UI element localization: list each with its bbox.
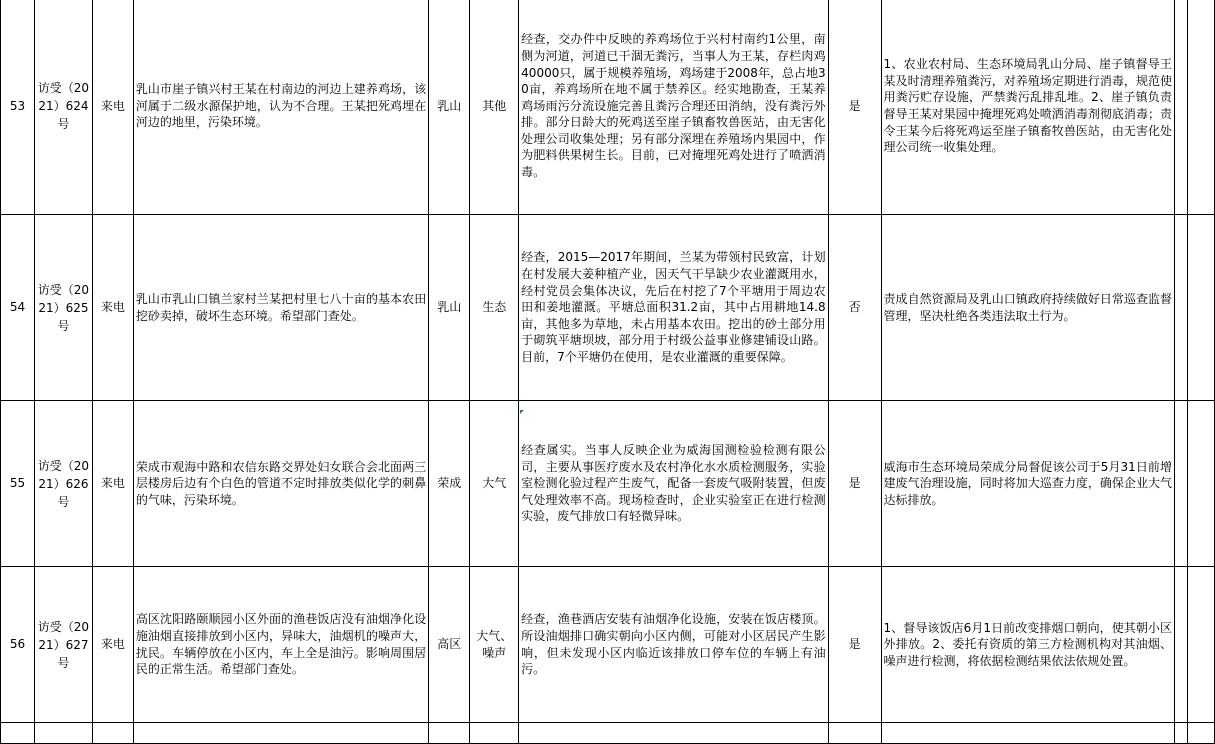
empty-cell [1187,567,1214,723]
empty-cell [519,723,828,744]
complaint-cell: 乳山市崖子镇兴村王某在村南边的河边上建养鸡场，该河属于二级水源保护地，认为不合理。王某把死鸡埋在河边的地里，污染环境。 [133,0,428,215]
empty-cell [881,723,1174,744]
verified-cell: 否 [828,215,881,401]
handling-cell: 责成自然资源局及乳山口镇政府持续做好日常巡查监督管理，坚决杜绝各类违法取土行为。 [881,215,1174,401]
empty-cell [34,723,92,744]
table-row [1,567,1215,723]
handling-cell: 1、农业农村局、生态环境局乳山分局、崖子镇督导王某及时清理养殖粪污，对养殖场定期进行消毒，规范使用粪污贮存设施，严禁粪污乱排乱堆。2、崖子镇负责督导王某对果园中掩埋死鸡处喷洒消毒剂彻底消毒；责令王某今后将死鸡运至崖子镇畜牧兽医站，由无害化处理公司统一收集处理。 [881,0,1174,215]
findings-cell: 经查属实。当事人反映企业为威海国测检验检测有限公司，主要从事医疗废水及农村净化水水质检测服务，实验室检测化验过程产生废气，配备一套废气吸附装置，但废气处理效率不高。现场检查时，企业实验室正在进行检测实验，废气排放口有轻微异味。 [519,401,828,567]
table-row [1,0,1215,215]
findings-cell: 经查，渔巷酒店安装有油烟净化设施，安装在饭店楼顶。所设油烟排口确实朝向小区内侧，可能对小区居民产生影响，但未发现小区内临近该排放口停车位的车辆上有油污。 [519,567,828,723]
empty-cell [1175,723,1188,744]
case-code-cell: 访受（2021）624号 [34,0,92,215]
type-cell: 其他 [470,0,519,215]
handling-cell: 威海市生态环境局荣成分局督促该公司于5月31日前增建废气治理设施，同时将加大巡查力度，确保企业大气达标排放。 [881,401,1174,567]
empty-cell [1187,723,1214,744]
findings-cell: 经查，交办件中反映的养鸡场位于兴村村南约1公里，南侧为河道，河道已干涸无粪污，当事人为王某，存栏肉鸡40000只，属于规模养殖场，鸡场建于2008年，总占地30亩，养鸡场所在地不属于禁养区。经实地勘查，王某养鸡场雨污分流设施完善且粪污合理还田消纳，没有粪污外排。部分日龄大的死鸡送至崖子镇畜牧兽医站，由无害化处理公司收集处理；另有部分深埋在养殖场内果园中，作为肥料供果树生长。目前，已对掩埋死鸡处进行了喷洒消毒。 [519,0,828,215]
type-cell: 大气 [470,401,519,567]
complaint-cell: 乳山市乳山口镇兰家村兰某把村里七八十亩的基本农田挖砂卖掉，破坏生态环境。希望部门查处。 [133,215,428,401]
empty-cell [828,723,881,744]
empty-cell [1175,401,1188,567]
verified-cell: 是 [828,567,881,723]
seq-cell: 53 [1,0,35,215]
seq-cell: 54 [1,215,35,401]
verified-cell: 是 [828,0,881,215]
region-cell: 荣成 [429,401,470,567]
empty-cell [470,723,519,744]
empty-cell [1175,0,1188,215]
complaint-cell: 荣成市观海中路和农信东路交界处妇女联合会北面两三层楼房后边有个白色的管道不定时排放类似化学的刺鼻的气味，污染环境。 [133,401,428,567]
empty-cell [1187,215,1214,401]
empty-cell [1175,215,1188,401]
verified-cell: 是 [828,401,881,567]
table-row [1,401,1215,567]
type-cell: 大气、噪声 [470,567,519,723]
empty-cell [133,723,428,744]
empty-cell [1,723,35,744]
cell-comment-marker [520,410,524,414]
seq-cell: 55 [1,401,35,567]
case-code-cell: 访受（2021）627号 [34,567,92,723]
empty-cell [429,723,470,744]
source-cell: 来电 [92,215,133,401]
complaint-cell: 高区沈阳路颐顺园小区外面的渔巷饭店没有油烟净化设施油烟直接排放到小区内，异味大，油烟机的噪声大，扰民。车辆停放在小区内，车上全是油污。影响周围居民的正常生活。希望部门查处。 [133,567,428,723]
table-row [1,215,1215,401]
source-cell: 来电 [92,567,133,723]
table-row [1,723,1215,744]
case-code-cell: 访受（2021）626号 [34,401,92,567]
seq-cell: 56 [1,567,35,723]
type-cell: 生态 [470,215,519,401]
empty-cell [1175,567,1188,723]
empty-cell [92,723,133,744]
region-cell: 高区 [429,567,470,723]
region-cell: 乳山 [429,215,470,401]
empty-cell [1187,0,1214,215]
handling-cell: 1、督导该饭店6月1日前改变排烟口朝向，使其朝小区外排放。2、委托有资质的第三方检测机构对其油烟、噪声进行检测，将依据检测结果依法依规处置。 [881,567,1174,723]
source-cell: 来电 [92,0,133,215]
source-cell: 来电 [92,401,133,567]
case-code-cell: 访受（2021）625号 [34,215,92,401]
empty-cell [1187,401,1214,567]
region-cell: 乳山 [429,0,470,215]
findings-cell: 经查，2015—2017年期间，兰某为带领村民致富，计划在村发展大姜种植产业，因天气干旱缺少农业灌溉用水，经村党员会集体决议，先后在村挖了7个平塘用于周边农田和姜地灌溉。平塘总面积31.2亩，其中占用耕地14.8亩，其他多为草地，未占用基本农田。挖出的砂土部分用于砌筑平塘坝坡，部分用于村级公益事业修建铺设山路。目前，7个平塘仍在使用，是农业灌溉的重要保障。 [519,215,828,401]
